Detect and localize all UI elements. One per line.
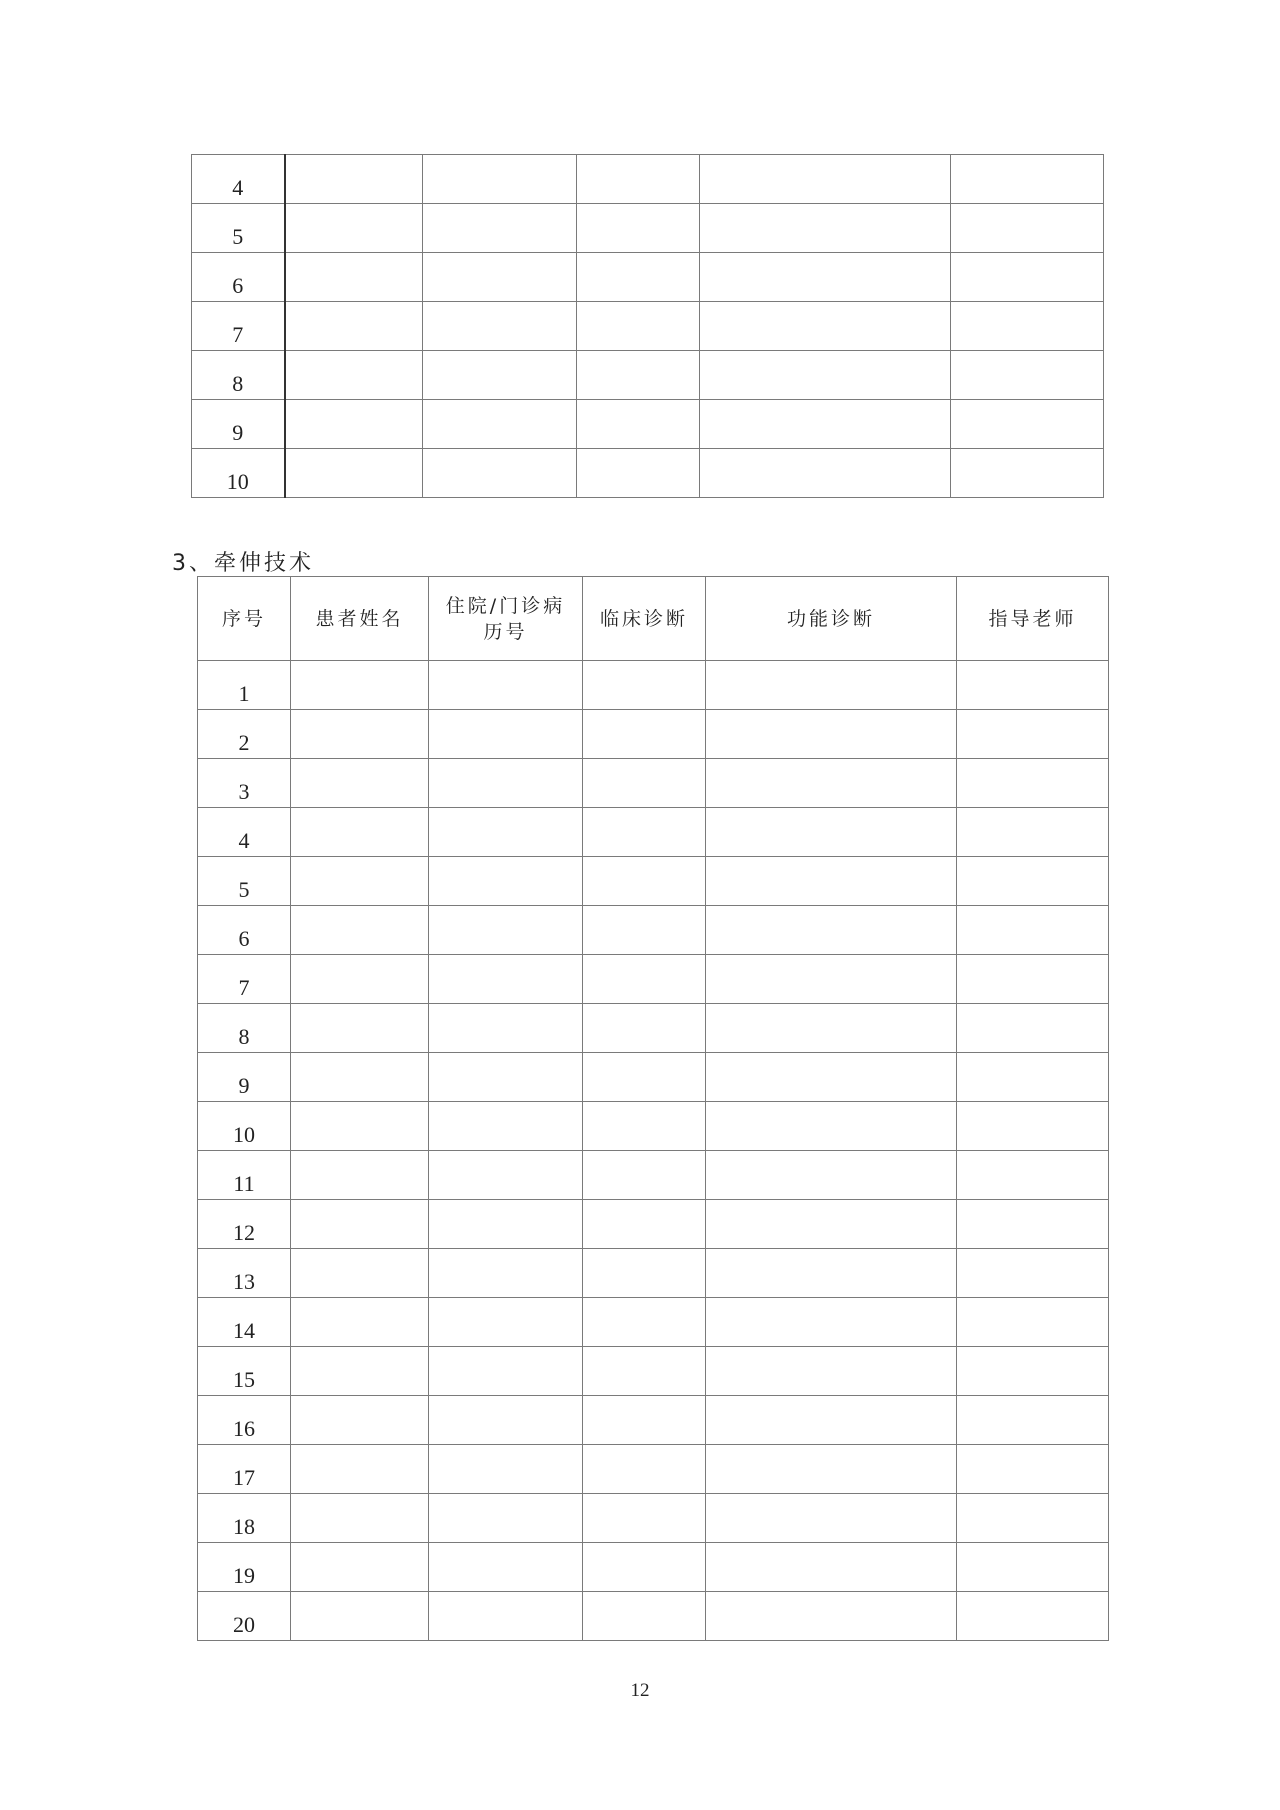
table-row [198,1396,1109,1445]
empty-cell[interactable] [429,857,583,906]
empty-cell[interactable] [291,1445,429,1494]
row-number: 10 [192,449,285,498]
empty-cell[interactable] [951,400,1104,449]
empty-cell[interactable] [583,1592,706,1641]
empty-cell[interactable] [957,1053,1109,1102]
empty-cell[interactable] [291,1151,429,1200]
empty-cell[interactable] [706,1494,957,1543]
empty-cell[interactable] [291,1053,429,1102]
header-patient-name: 患者姓名 [291,577,429,661]
empty-cell[interactable] [951,253,1104,302]
empty-cell[interactable] [706,1151,957,1200]
empty-cell[interactable] [706,1445,957,1494]
empty-cell[interactable] [957,1102,1109,1151]
table-row [192,449,1104,498]
empty-cell[interactable] [957,661,1109,710]
empty-cell[interactable] [706,710,957,759]
empty-cell[interactable] [285,204,423,253]
table-row [192,400,1104,449]
empty-cell[interactable] [429,1592,583,1641]
empty-cell[interactable] [291,1396,429,1445]
empty-cell[interactable] [423,400,577,449]
row-number: 20 [198,1592,291,1641]
empty-cell[interactable] [957,1004,1109,1053]
header-record-number-line2: 历号 [483,620,528,643]
empty-cell[interactable] [700,449,951,498]
empty-cell[interactable] [700,155,951,204]
table-row [198,1200,1109,1249]
empty-cell[interactable] [291,857,429,906]
table-row [198,1151,1109,1200]
table-row [192,302,1104,351]
row-number: 13 [198,1249,291,1298]
empty-cell[interactable] [957,1543,1109,1592]
empty-cell[interactable] [951,449,1104,498]
empty-cell[interactable] [583,1053,706,1102]
empty-cell[interactable] [957,1298,1109,1347]
table-row [198,661,1109,710]
empty-cell[interactable] [291,906,429,955]
empty-cell[interactable] [957,759,1109,808]
empty-cell[interactable] [706,1347,957,1396]
empty-cell[interactable] [285,253,423,302]
table-row [198,710,1109,759]
empty-cell[interactable] [577,302,700,351]
row-number: 2 [198,710,291,759]
empty-cell[interactable] [423,253,577,302]
empty-cell[interactable] [291,955,429,1004]
empty-cell[interactable] [706,1004,957,1053]
empty-cell[interactable] [957,1494,1109,1543]
empty-cell[interactable] [700,400,951,449]
header-supervisor: 指导老师 [957,577,1109,661]
table-header-row [198,577,1109,661]
empty-cell[interactable] [577,155,700,204]
table-row [198,857,1109,906]
empty-cell[interactable] [957,906,1109,955]
empty-cell[interactable] [577,351,700,400]
empty-cell[interactable] [429,808,583,857]
header-clinical-diagnosis: 临床诊断 [583,577,706,661]
empty-cell[interactable] [429,759,583,808]
empty-cell[interactable] [583,661,706,710]
row-number: 17 [198,1445,291,1494]
empty-cell[interactable] [285,400,423,449]
table-row [198,906,1109,955]
empty-cell[interactable] [706,1053,957,1102]
row-number: 18 [198,1494,291,1543]
table-row [198,1004,1109,1053]
table-row [198,759,1109,808]
empty-cell[interactable] [706,1592,957,1641]
header-functional-diagnosis: 功能诊断 [706,577,957,661]
empty-cell[interactable] [583,1494,706,1543]
table-row [192,253,1104,302]
table-row [198,1592,1109,1641]
table-row [198,1249,1109,1298]
row-number: 7 [198,955,291,1004]
empty-cell[interactable] [583,1445,706,1494]
header-record-number-line1: 住院/门诊病 [445,594,566,617]
empty-cell[interactable] [291,1004,429,1053]
empty-cell[interactable] [957,808,1109,857]
table-row [192,204,1104,253]
empty-cell[interactable] [706,1298,957,1347]
empty-cell[interactable] [583,1396,706,1445]
row-number: 6 [192,253,285,302]
empty-cell[interactable] [291,1347,429,1396]
empty-cell[interactable] [706,1200,957,1249]
empty-cell[interactable] [583,1298,706,1347]
empty-cell[interactable] [429,1200,583,1249]
table-row [198,1298,1109,1347]
empty-cell[interactable] [285,155,423,204]
table-row [192,155,1104,204]
empty-cell[interactable] [291,1249,429,1298]
empty-cell[interactable] [577,204,700,253]
row-number: 12 [198,1200,291,1249]
empty-cell[interactable] [291,710,429,759]
empty-cell[interactable] [429,1102,583,1151]
empty-cell[interactable] [706,759,957,808]
empty-cell[interactable] [957,1445,1109,1494]
table-row [198,1102,1109,1151]
empty-cell[interactable] [706,857,957,906]
empty-cell[interactable] [706,1102,957,1151]
table-row [198,1494,1109,1543]
table-row [198,955,1109,1004]
row-number: 16 [198,1396,291,1445]
page-number: 12 [630,1680,650,1701]
empty-cell[interactable] [583,759,706,808]
empty-cell[interactable] [706,808,957,857]
table-row [192,351,1104,400]
empty-cell[interactable] [423,155,577,204]
row-number: 6 [198,906,291,955]
empty-cell[interactable] [700,253,951,302]
empty-cell[interactable] [429,1004,583,1053]
row-number: 5 [198,857,291,906]
empty-cell[interactable] [583,1102,706,1151]
empty-cell[interactable] [577,400,700,449]
table-row [198,808,1109,857]
empty-cell[interactable] [706,1249,957,1298]
row-number: 10 [198,1102,291,1151]
row-number: 1 [198,661,291,710]
empty-cell[interactable] [706,661,957,710]
empty-cell[interactable] [957,1347,1109,1396]
empty-cell[interactable] [429,1053,583,1102]
table-row [198,1445,1109,1494]
row-number: 15 [198,1347,291,1396]
empty-cell[interactable] [583,1004,706,1053]
empty-cell[interactable] [706,1396,957,1445]
row-number: 7 [192,302,285,351]
header-record-number [429,577,583,661]
empty-cell[interactable] [429,661,583,710]
empty-cell[interactable] [583,1151,706,1200]
empty-cell[interactable] [957,710,1109,759]
row-number: 8 [198,1004,291,1053]
empty-cell[interactable] [577,449,700,498]
empty-cell[interactable] [285,351,423,400]
empty-cell[interactable] [291,759,429,808]
empty-cell[interactable] [285,449,423,498]
empty-cell[interactable] [429,1151,583,1200]
empty-cell[interactable] [429,1494,583,1543]
table-row [198,1347,1109,1396]
empty-cell[interactable] [423,204,577,253]
header-seq: 序号 [198,577,291,661]
empty-cell[interactable] [706,955,957,1004]
empty-cell[interactable] [291,1102,429,1151]
row-number: 3 [198,759,291,808]
empty-cell[interactable] [957,857,1109,906]
empty-cell[interactable] [957,1396,1109,1445]
empty-cell[interactable] [429,1396,583,1445]
empty-cell[interactable] [706,1543,957,1592]
row-number: 4 [192,155,285,204]
empty-cell[interactable] [951,155,1104,204]
empty-cell[interactable] [951,204,1104,253]
empty-cell[interactable] [583,955,706,1004]
empty-cell[interactable] [700,302,951,351]
empty-cell[interactable] [291,1200,429,1249]
empty-cell[interactable] [957,1151,1109,1200]
row-number: 14 [198,1298,291,1347]
empty-cell[interactable] [700,204,951,253]
empty-cell[interactable] [291,1592,429,1641]
empty-cell[interactable] [957,1200,1109,1249]
table-row [198,1543,1109,1592]
empty-cell[interactable] [957,1592,1109,1641]
table-row [198,1053,1109,1102]
row-number: 5 [192,204,285,253]
empty-cell[interactable] [583,808,706,857]
empty-cell[interactable] [706,906,957,955]
row-number: 9 [198,1053,291,1102]
empty-cell[interactable] [423,351,577,400]
empty-cell[interactable] [429,1249,583,1298]
row-number: 8 [192,351,285,400]
empty-cell[interactable] [429,710,583,759]
record-table-continued [191,154,1104,498]
empty-cell[interactable] [291,1543,429,1592]
empty-cell[interactable] [423,449,577,498]
empty-cell[interactable] [583,710,706,759]
empty-cell[interactable] [583,1200,706,1249]
empty-cell[interactable] [285,302,423,351]
empty-cell[interactable] [951,302,1104,351]
empty-cell[interactable] [957,955,1109,1004]
row-number: 11 [198,1151,291,1200]
traction-record-table [197,576,1109,1641]
empty-cell[interactable] [429,1298,583,1347]
empty-cell[interactable] [577,253,700,302]
empty-cell[interactable] [429,906,583,955]
empty-cell[interactable] [291,808,429,857]
empty-cell[interactable] [583,1347,706,1396]
empty-cell[interactable] [957,1249,1109,1298]
empty-cell[interactable] [429,1347,583,1396]
empty-cell[interactable] [583,1249,706,1298]
empty-cell[interactable] [583,906,706,955]
empty-cell[interactable] [583,1543,706,1592]
section-title-traction: 3、牵伸技术 [172,551,314,576]
empty-cell[interactable] [291,1494,429,1543]
empty-cell[interactable] [291,661,429,710]
empty-cell[interactable] [429,1543,583,1592]
empty-cell[interactable] [429,955,583,1004]
row-number: 9 [192,400,285,449]
empty-cell[interactable] [291,1298,429,1347]
empty-cell[interactable] [700,351,951,400]
row-number: 19 [198,1543,291,1592]
empty-cell[interactable] [429,1445,583,1494]
empty-cell[interactable] [951,351,1104,400]
empty-cell[interactable] [423,302,577,351]
empty-cell[interactable] [583,857,706,906]
row-number: 4 [198,808,291,857]
